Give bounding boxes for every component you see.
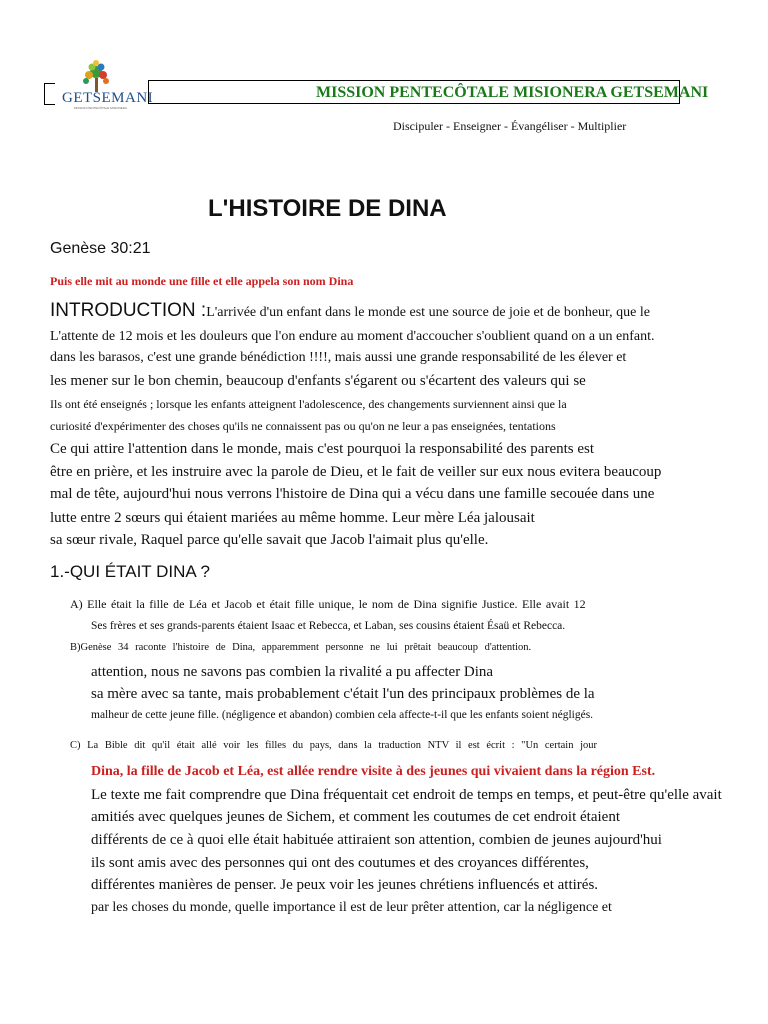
verse-text: Puis elle mit au monde une fille et elle appela son nom Dina: [50, 274, 354, 288]
point-c-line: différents de ce à quoi elle était habituée attiraient son attention, combien de jeunes aujourd'hui: [91, 832, 662, 848]
introduction-line: mal de tête, aujourd'hui nous verrons l'histoire de Dina qui a vécu dans une famille secouée dans une: [50, 486, 655, 502]
introduction-line: les mener sur le bon chemin, beaucoup d'enfants s'égarent ou s'écartent des valeurs qui se: [50, 373, 586, 389]
point-c-line: amitiés avec quelques jeunes de Sichem, et comment les coutumes de cet endroit étaient: [91, 809, 620, 825]
point-c-line: ils sont amis avec des personnes qui ont des coutumes et des croyances différentes,: [91, 855, 589, 871]
document-title: L'HISTOIRE DE DINA: [208, 195, 447, 222]
introduction-line: L'attente de 12 mois et les douleurs que l'on endure au moment d'accoucher s'oublient quand on a un enfant.: [50, 329, 655, 344]
section-heading: 1.-QUI ÉTAIT DINA ?: [50, 562, 210, 581]
introduction-line: dans les barasos, c'est une grande bénédiction !!!!, mais aussi une grande responsabilité de les élever et: [50, 350, 627, 365]
point-c-line: Le texte me fait comprendre que Dina fréquentait cet endroit de temps en temps, et peut-être qu'elle avait: [91, 787, 722, 803]
tagline: Discipuler - Enseigner - Évangéliser - Multiplier: [393, 119, 627, 133]
introduction-line: Ils ont été enseignés ; lorsque les enfants atteignent l'adolescence, des changements surviennent ainsi que la: [50, 397, 567, 411]
point-c-line: C) La Bible dit qu'il était allé voir les filles du pays, dans la traduction NTV il est écrit : "Un certain jour: [70, 740, 598, 751]
point-a-line: A) Elle était la fille de Léa et Jacob et était fille unique, le nom de Dina signifie Justice. Elle avait 12: [70, 597, 586, 611]
introduction-text: L'arrivée d'un enfant dans le monde est une source de joie et de bonheur, que le: [206, 305, 650, 320]
point-c-line: par les choses du monde, quelle importance il est de leur prêter attention, car la négligence et: [91, 900, 612, 915]
point-c-line: différentes manières de penser. Je peux voir les jeunes chrétiens influencés et attirés.: [91, 877, 599, 893]
point-b-line: malheur de cette jeune fille. (négligence et abandon) combien cela affecte-t-il que les enfants soient négligés.: [91, 709, 594, 721]
introduction-line: être en prière, et les instruire avec la parole de Dieu, et le fait de veiller sur eux nous evitera beaucoup: [50, 464, 662, 480]
introduction-line: Ce qui attire l'attention dans le monde, mais c'est pourquoi la responsabilité des parents est: [50, 441, 595, 457]
point-c-highlight: Dina, la fille de Jacob et Léa, est allée rendre visite à des jeunes qui vivaient dans la région Est.: [91, 764, 656, 779]
introduction-line-1: [50, 300, 650, 322]
point-b-line: attention, nous ne savons pas combien la rivalité a pu affecter Dina: [91, 664, 494, 680]
verse-reference: Genèse 30:21: [50, 240, 151, 257]
introduction-line: lutte entre 2 sœurs qui étaient mariées au même homme. Leur mère Léa jalousait: [50, 510, 535, 526]
introduction-heading: INTRODUCTION :: [50, 300, 207, 321]
mission-title: MISSION PENTECÔTALE MISIONERA GETSEMANI: [316, 84, 709, 101]
getsemani-logo: [48, 60, 154, 152]
point-b-line: B)Genèse 34 raconte l'histoire de Dina, apparemment personne ne lui prêtait beaucoup d'attention.: [70, 642, 532, 653]
introduction-line: sa sœur rivale, Raquel parce qu'elle savait que Jacob l'aimait plus qu'elle.: [50, 532, 489, 548]
point-a-line: Ses frères et ses grands-parents étaient Isaac et Rebecca, et Laban, ses cousins étaient Ésaü et Rebecca.: [91, 620, 566, 632]
logo-subtext: MISSION PENTECÔTALE MISIONERA: [74, 106, 127, 110]
point-b-line: sa mère avec sa tante, mais probablement c'était l'un des principaux problèmes de la: [91, 686, 595, 702]
logo-text: GETSEMANI: [62, 90, 154, 106]
introduction-line: curiosité d'expérimenter des choses qu'ils ne connaissent pas ou qu'on ne leur a pas enseignées, tentations: [50, 419, 556, 433]
